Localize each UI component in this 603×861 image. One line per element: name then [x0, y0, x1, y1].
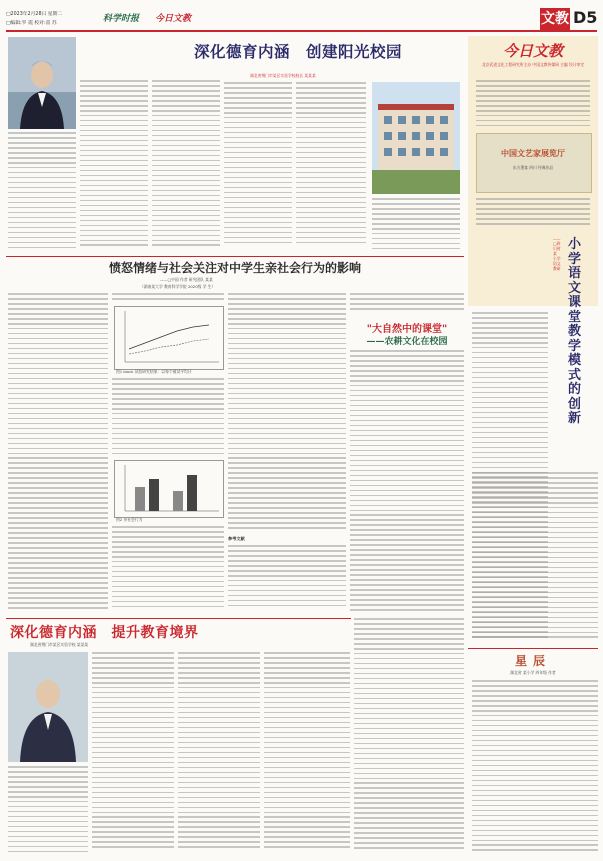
mid-article-col4 — [350, 293, 464, 315]
bottom-article-title: 深化德育内涵 提升教育境界 — [10, 625, 199, 641]
page-number: D5 — [573, 8, 598, 27]
top-article-col3 — [152, 80, 220, 252]
figure-1 — [114, 306, 224, 370]
mid-article-author: ——□中国 作者 研究团队 某某 — [160, 277, 213, 282]
top-article-col1 — [8, 132, 76, 252]
mid-rule — [6, 256, 464, 257]
references-heading: 参考文献 — [228, 536, 245, 541]
brand-banner-sub: 东方墨客 四川 经典作品 — [512, 165, 554, 170]
figure-2 — [114, 460, 224, 518]
classroom-title: "大自然中的课堂" — [366, 324, 448, 335]
bottom-article-col1 — [8, 766, 88, 856]
top-article-byline: 湖北省荆门市某区实验学校校长 某某某 — [250, 73, 316, 78]
editor-line: □编辑:罗 霞 校对:雷 苏 — [6, 21, 57, 26]
school-building-photo — [372, 82, 460, 194]
school-building-image — [372, 82, 460, 194]
bottom-article-col4 — [264, 652, 350, 856]
top-article-col4 — [224, 82, 292, 252]
bottom-rule — [6, 618, 351, 619]
mid-article-col2-top — [112, 293, 224, 305]
date-line: □2023年2月28日 星期二 — [6, 12, 63, 17]
bottom-article-col3 — [178, 652, 260, 856]
figure-2-chart — [115, 461, 223, 517]
brand-banner: 中国文艺家展览厅 — [501, 148, 565, 158]
top-article-col5 — [296, 82, 366, 252]
bottom-sidebar-author: 湖北省 某小学 四年级 作者 — [510, 670, 556, 675]
sidebar-text — [476, 198, 590, 232]
figure-2-caption: 图2 亲社会行为 — [116, 517, 143, 522]
bottom-sidebar-text — [472, 680, 598, 856]
figure-1-chart — [115, 307, 223, 369]
figure-1-caption: 图1 block 试验研究结果：以每个被试平均计 — [116, 369, 192, 374]
mid-article-title: 愤怒情绪与社会关注对中学生亲社会行为的影响 — [108, 261, 361, 275]
feature-author: ——□四川省 某 小学 语文教研 — [553, 236, 561, 271]
classroom-subtitle: ——农耕文化在校园 — [366, 337, 448, 347]
top-article-col2 — [80, 80, 148, 252]
section-name: 文教 — [540, 8, 570, 30]
brand-banner-box — [476, 133, 592, 193]
classroom-text — [350, 350, 464, 614]
mid-article-col2-mid — [112, 378, 224, 458]
mid-article-col1 — [8, 293, 108, 613]
mid-article-col2-bottom — [112, 526, 224, 614]
feature-title: 小学语文课堂教学模式的创新 — [568, 237, 582, 426]
bottom-article-byline: 湖北省荆门市某区实验学校 某某某 — [30, 642, 89, 647]
mid-article-col3 — [228, 293, 346, 533]
sidebar-info: 北京武进文化工程研究所主办 中国文教传媒网 主编 设计审定 — [481, 62, 585, 67]
mid-article-affiliation: （湖南某大学 教育科学学院 2020级 学 生） — [140, 284, 216, 289]
header-rule — [6, 30, 597, 32]
top-article-title: 深化德育内涵 创建阳光校园 — [193, 42, 402, 61]
sidebar-notice — [476, 80, 590, 130]
bottom-article-col2 — [92, 652, 174, 856]
feature-text-b — [472, 472, 598, 642]
classroom-text-continued — [354, 618, 464, 856]
paper-tag-2: 今日文教 — [155, 14, 192, 24]
bottom-portrait-figure — [8, 652, 88, 762]
portrait-photo — [8, 37, 76, 129]
bottom-portrait-photo — [8, 652, 88, 762]
references-list — [228, 545, 346, 613]
bottom-sidebar-title: 星辰 — [514, 654, 551, 668]
sidebar-rule — [468, 648, 598, 649]
portrait-figure — [8, 37, 76, 129]
sidebar-masthead: 今日文教 — [502, 42, 563, 60]
top-article-col6 — [372, 198, 460, 252]
paper-tag: 科学时报 — [103, 14, 140, 24]
